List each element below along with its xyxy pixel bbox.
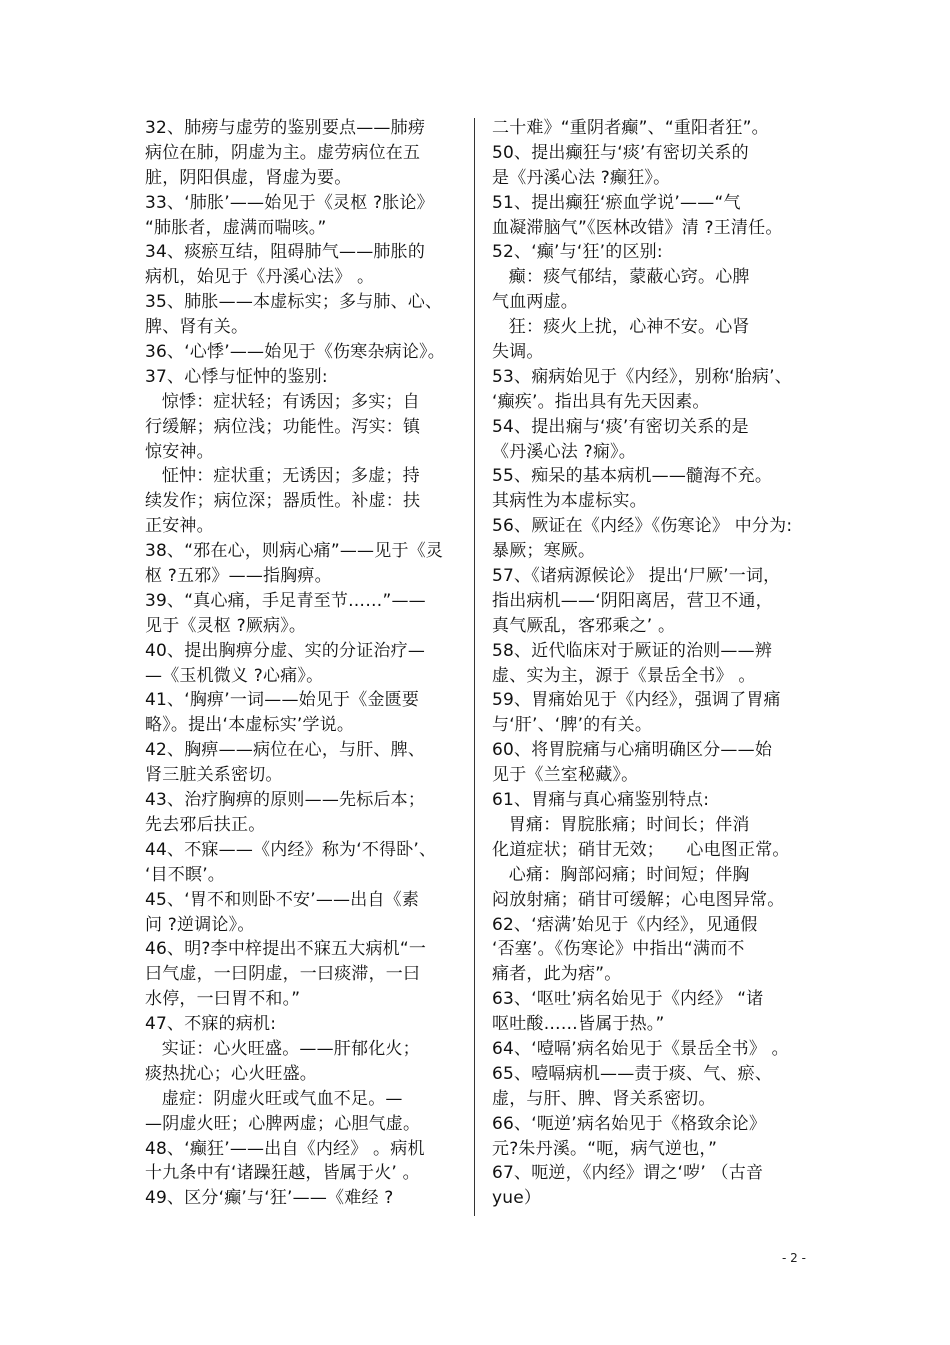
text-line: 64、‘噎嗝’病名始见于《景岳全书》 。 bbox=[492, 1038, 789, 1059]
text-line: 正安神。 bbox=[145, 516, 214, 537]
text-line: 其病性为本虚标实。 bbox=[492, 491, 647, 512]
text-line: 暴厥；寒厥。 bbox=[492, 541, 596, 562]
text-line: 35、肺胀——本虚标实；多与肺、心、 bbox=[145, 292, 443, 313]
left-column bbox=[145, 116, 463, 1211]
text-line: 36、‘心悸’——始见于《伤寒杂病论》。 bbox=[145, 342, 445, 363]
text-line: 49、区分‘癫’与‘狂’——《难经 ? bbox=[145, 1188, 394, 1209]
text-line: ‘癫疾’。指出具有先天因素。 bbox=[492, 391, 710, 412]
text-line: 61、胃痛与真心痛鉴别特点: bbox=[492, 790, 710, 811]
text-line: 怔忡：症状重；无诱因；多虚；持 bbox=[145, 466, 420, 487]
text-line: 指出病机——‘阴阳离居，营卫不通， bbox=[492, 590, 773, 611]
text-line: 59、胃痛始见于《内经》，强调了胃痛 bbox=[492, 690, 781, 711]
text-line: 呕吐酸……皆属于热。” bbox=[492, 1014, 665, 1035]
right-column bbox=[492, 116, 810, 1211]
text-line: 52、‘癫’与‘狂’的区别: bbox=[492, 242, 663, 263]
text-line: 惊悸：症状轻；有诱因；多实；自 bbox=[145, 391, 420, 412]
text-line: 续发作；病位深；器质性。补虚：扶 bbox=[145, 491, 421, 512]
text-line: 53、痫病始见于《内经》，别称‘胎病’、 bbox=[492, 366, 792, 387]
text-line: 惊安神。 bbox=[145, 441, 214, 462]
text-line: —阴虚火旺；心脾两虚；心胆气虚。 bbox=[145, 1113, 421, 1134]
text-line: 病机，始见于《丹溪心法》 。 bbox=[145, 267, 375, 288]
text-line: 47、不寐的病机: bbox=[145, 1014, 277, 1035]
text-line: 32、肺痨与虚劳的鉴别要点——肺痨 bbox=[145, 118, 426, 138]
text-line: 虚，与肝、脾、肾关系密切。 bbox=[492, 1088, 716, 1109]
text-line: 元?朱丹溪。“呃，病气逆也，” bbox=[492, 1138, 718, 1159]
text-line: yue） bbox=[492, 1188, 542, 1209]
text-line: 40、提出胸痹分虚、实的分证治疗— bbox=[145, 640, 426, 661]
column-divider bbox=[474, 118, 475, 1216]
text-line: 与‘肝’、‘脾’的有关。 bbox=[492, 715, 653, 736]
text-line: 实证：心火旺盛。——肝郁化火； bbox=[145, 1038, 420, 1059]
text-line: 54、提出痫与‘痰’有密切关系的是 bbox=[492, 416, 749, 437]
text-line: 枢 ?五邪》——指胸痹。 bbox=[145, 566, 332, 587]
text-line: 57、《诸病源候论》 提出‘尸厥’一词， bbox=[492, 566, 781, 587]
text-line: 血凝滞脑气”《医林改错》清 ?王清任。 bbox=[492, 217, 783, 238]
text-line: 62、‘痞满’始见于《内经》，见通假 bbox=[492, 914, 758, 935]
text-line: ‘否塞’。《伤寒论》中指出“满而不 bbox=[492, 939, 745, 960]
text-line: 真气厥乱，客邪乘之’ 。 bbox=[492, 615, 676, 636]
text-line: 60、将胃脘痛与心痛明确区分——始 bbox=[492, 740, 773, 761]
text-line: 41、‘胸痹’一词——始见于《金匮要 bbox=[145, 690, 420, 711]
text-line: 34、痰瘀互结，阻碍肺气——肺胀的 bbox=[145, 242, 426, 263]
text-line: 癫：痰气郁结，蒙蔽心窍。心脾 bbox=[492, 267, 750, 288]
text-line: 气血两虚。 bbox=[492, 292, 578, 313]
text-line: 闷放射痛；硝甘可缓解；心电图异常。 bbox=[492, 889, 785, 910]
text-line: 心痛：胸部闷痛；时间短；伴胸 bbox=[492, 864, 750, 885]
text-line: 65、噎嗝病机——责于痰、气、瘀、 bbox=[492, 1063, 773, 1084]
text-line: 略》。提出‘本虚标实’学说。 bbox=[145, 715, 355, 736]
text-line: 肾三脏关系密切。 bbox=[145, 765, 283, 786]
text-line: 见于《灵枢 ?厥病》。 bbox=[145, 615, 307, 636]
text-line: 63、‘呕吐’病名始见于《内经》 “诸 bbox=[492, 989, 764, 1010]
text-line: 痛者，此为痞”。 bbox=[492, 964, 622, 985]
text-line: 48、‘癫狂’——出自《内经》 。病机 bbox=[145, 1138, 425, 1159]
text-line: 42、胸痹——病位在心，与肝、脾、 bbox=[145, 740, 426, 761]
text-line: 痰热扰心；心火旺盛。 bbox=[145, 1063, 317, 1084]
text-line: 38、“邪在心，则病心痛”——见于《灵 bbox=[145, 541, 444, 562]
text-line: 55、痴呆的基本病机——髓海不充。 bbox=[492, 466, 773, 487]
text-line: 十九条中有‘诸躁狂越，皆属于火’ 。 bbox=[145, 1163, 420, 1184]
text-line: 化道症状；硝甘无效； 心电图正常。 bbox=[492, 839, 790, 860]
text-line: “肺胀者，虚满而喘咳。” bbox=[145, 217, 327, 238]
text-line: 虚症：阴虚火旺或气血不足。— bbox=[145, 1088, 403, 1109]
text-line: ‘目不瞑’。 bbox=[145, 864, 226, 885]
text-line: 37、心悸与怔忡的鉴别: bbox=[145, 366, 328, 387]
text-line: —《玉机微义 ?心痛》。 bbox=[145, 665, 324, 686]
text-line: 50、提出癫狂与‘痰’有密切关系的 bbox=[492, 142, 749, 163]
text-line: 56、厥证在《内经》《伤寒论》 中分为: bbox=[492, 516, 793, 537]
text-line: 狂：痰火上扰，心神不安。心肾 bbox=[492, 317, 750, 338]
text-line: 33、‘肺胀’——始见于《灵枢 ?胀论》 bbox=[145, 192, 434, 213]
text-line: 见于《兰室秘藏》。 bbox=[492, 765, 639, 786]
text-line: 是《丹溪心法 ?癫狂》。 bbox=[492, 167, 671, 188]
text-line: 51、提出癫狂‘瘀血学说’——“气 bbox=[492, 192, 741, 213]
text-line: 《丹溪心法 ?痫》。 bbox=[492, 441, 636, 462]
text-line: 66、‘呃逆’病名始见于《格致余论》 bbox=[492, 1113, 767, 1134]
text-line: 脾、肾有关。 bbox=[145, 317, 249, 338]
text-line: 67、呃逆，《内经》谓之‘哕’ （古音 bbox=[492, 1163, 764, 1184]
text-line: 45、‘胃不和则卧不安’——出自《素 bbox=[145, 889, 420, 910]
text-line: 虚、实为主，源于《景岳全书》 。 bbox=[492, 665, 756, 686]
text-line: 问 ?逆调论》。 bbox=[145, 914, 255, 935]
text-line: 43、治疗胸痹的原则——先标后本； bbox=[145, 790, 426, 811]
text-line: 先去邪后扶正。 bbox=[145, 814, 266, 835]
text-line: 失调。 bbox=[492, 342, 544, 363]
text-line: 39、“真心痛，手足青至节……”—— bbox=[145, 590, 426, 611]
text-line: 病位在肺，阴虚为主。虚劳病位在五 bbox=[145, 142, 421, 163]
text-line: 曰气虚，一曰阴虚，一曰痰滞，一曰 bbox=[145, 964, 421, 985]
text-line: 水停，一曰胃不和。” bbox=[145, 989, 301, 1010]
text-line: 58、近代临床对于厥证的治则——辨 bbox=[492, 640, 773, 661]
text-line: 二十难》“重阴者癫”、“重阳者狂”。 bbox=[492, 118, 769, 138]
text-line: 行缓解；病位浅；功能性。泻实：镇 bbox=[145, 416, 421, 437]
text-line: 44、不寐——《内经》称为‘不得卧’、 bbox=[145, 839, 437, 860]
text-line: 胃痛：胃脘胀痛；时间长；伴消 bbox=[492, 814, 750, 835]
text-line: 脏，阴阳俱虚，肾虚为要。 bbox=[145, 167, 352, 188]
page-number: - 2 - bbox=[782, 1251, 806, 1265]
text-line: 46、明?李中梓提出不寐五大病机“一 bbox=[145, 939, 427, 960]
